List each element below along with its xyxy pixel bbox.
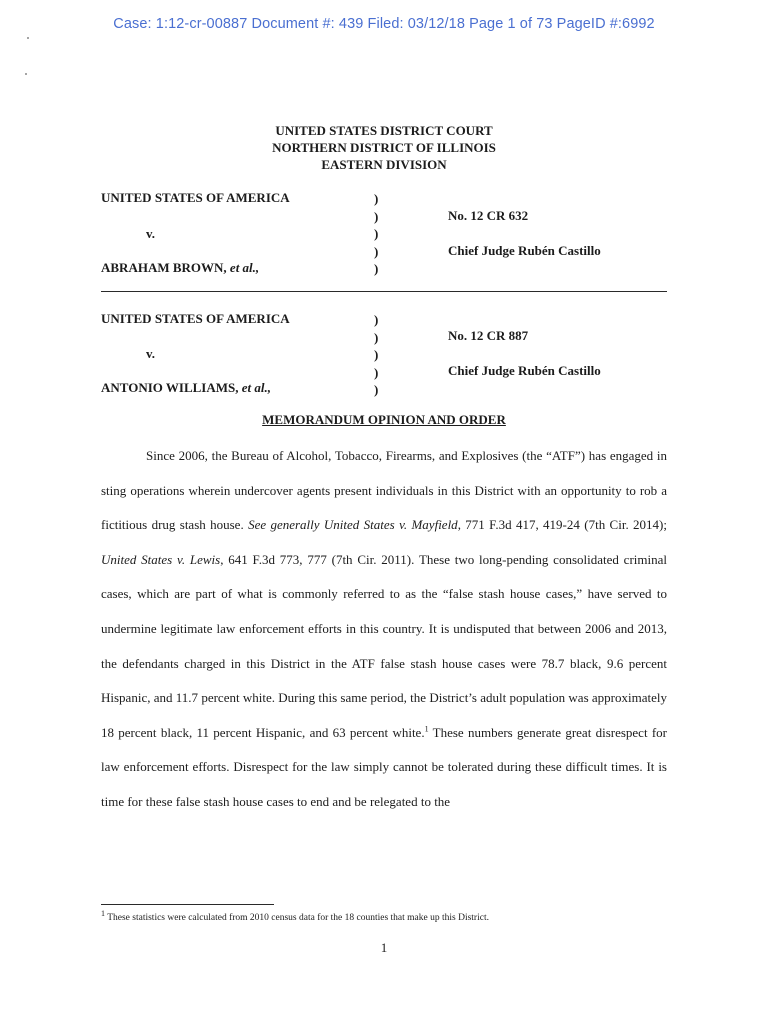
footnote-divider — [101, 904, 274, 905]
citation-mayfield: See generally United States v. Mayfield — [248, 517, 458, 533]
footnote — [101, 908, 667, 923]
footnote-reference[interactable]: 1 — [424, 724, 429, 734]
caption2-judge: Chief Judge Rubén Castillo — [448, 363, 601, 378]
body-text: Since 2006, the Bureau of Alcohol, Tobacco, Firearms, and Explosives (the “ATF”) has engaged in sting operations wherein undercover agents present individuals in this District with an opportunity to rob a fictitious drug stash house. — [101, 448, 667, 533]
caption1-defendant-name: ABRAHAM BROWN, — [101, 260, 227, 275]
caption2-case-number: No. 12 CR 887 — [448, 328, 529, 343]
court-heading — [0, 122, 768, 173]
caption1-case-number: No. 12 CR 632 — [448, 208, 529, 223]
caption-divider — [101, 291, 667, 292]
paren: ) — [374, 347, 379, 362]
caption1-plaintiff: UNITED STATES OF AMERICA — [101, 190, 290, 205]
document-title: MEMORANDUM OPINION AND ORDER — [262, 412, 506, 427]
scan-speck — [27, 37, 29, 39]
citation-mayfield-rest: , 771 F.3d 417, 419-24 (7th Cir. 2014); — [457, 517, 667, 533]
paren: ) — [374, 364, 379, 380]
caption2-defendant-name: ANTONIO WILLIAMS, — [101, 380, 239, 395]
scan-speck — [25, 73, 27, 75]
caption2-paren-column — [374, 311, 378, 399]
paren: ) — [374, 191, 379, 206]
paren: ) — [374, 243, 379, 259]
body-paragraph — [101, 439, 667, 820]
caption2-defendant — [101, 380, 271, 396]
footnote-text: These statistics were calculated from 2010 census data for the 18 counties that make up this District. — [107, 913, 489, 923]
caption2-versus: v. — [146, 346, 156, 361]
paren: ) — [374, 261, 379, 276]
caption1-defendant — [101, 260, 259, 276]
caption1-paren-column — [374, 190, 378, 278]
court-district: NORTHERN DISTRICT OF ILLINOIS — [272, 140, 496, 155]
court-division: EASTERN DIVISION — [321, 157, 447, 172]
body-text: , 641 F.3d 773, 777 (7th Cir. 2011). These two long-pending consolidated criminal cases, which are part of what is commonly referred to as the “false stash house cases,” have served to undermine legitimate law enforcement efforts in this country. It is undisputed that between 2006 and 2013, the defendants charged in this District in the ATF false stash house cases were 78.7 black, 9.6 percent Hispanic, and 11.7 percent white. During this same period, the District’s adult population was approximately 18 percent black, 11 percent Hispanic, and 63 percent white. — [101, 551, 667, 740]
paren: ) — [374, 226, 379, 241]
body-text: These numbers generate great disrespect for law enforcement efforts. Disrespect for the law simply cannot be tolerated during these difficult times. It is time for these false stash house cases to end and be relegated to the — [101, 724, 668, 809]
caption1-defendant-suffix: et al., — [229, 260, 260, 275]
footnote-marker: 1 — [101, 908, 105, 918]
paren: ) — [374, 312, 379, 327]
case-header: Case: 1:12-cr-00887 Document #: 439 Filed: 03/12/18 Page 1 of 73 PageID #:6992 — [113, 16, 655, 32]
court-name: UNITED STATES DISTRICT COURT — [275, 123, 493, 138]
citation-lewis: United States v. Lewis — [101, 551, 221, 567]
caption2-plaintiff: UNITED STATES OF AMERICA — [101, 311, 290, 326]
caption1-versus: v. — [146, 226, 156, 241]
page-number: 1 — [380, 940, 388, 955]
paren: ) — [374, 382, 379, 397]
paren: ) — [374, 329, 379, 345]
caption2-defendant-suffix: et al., — [241, 380, 271, 395]
paren: ) — [374, 208, 379, 224]
caption1-judge: Chief Judge Rubén Castillo — [448, 243, 601, 258]
